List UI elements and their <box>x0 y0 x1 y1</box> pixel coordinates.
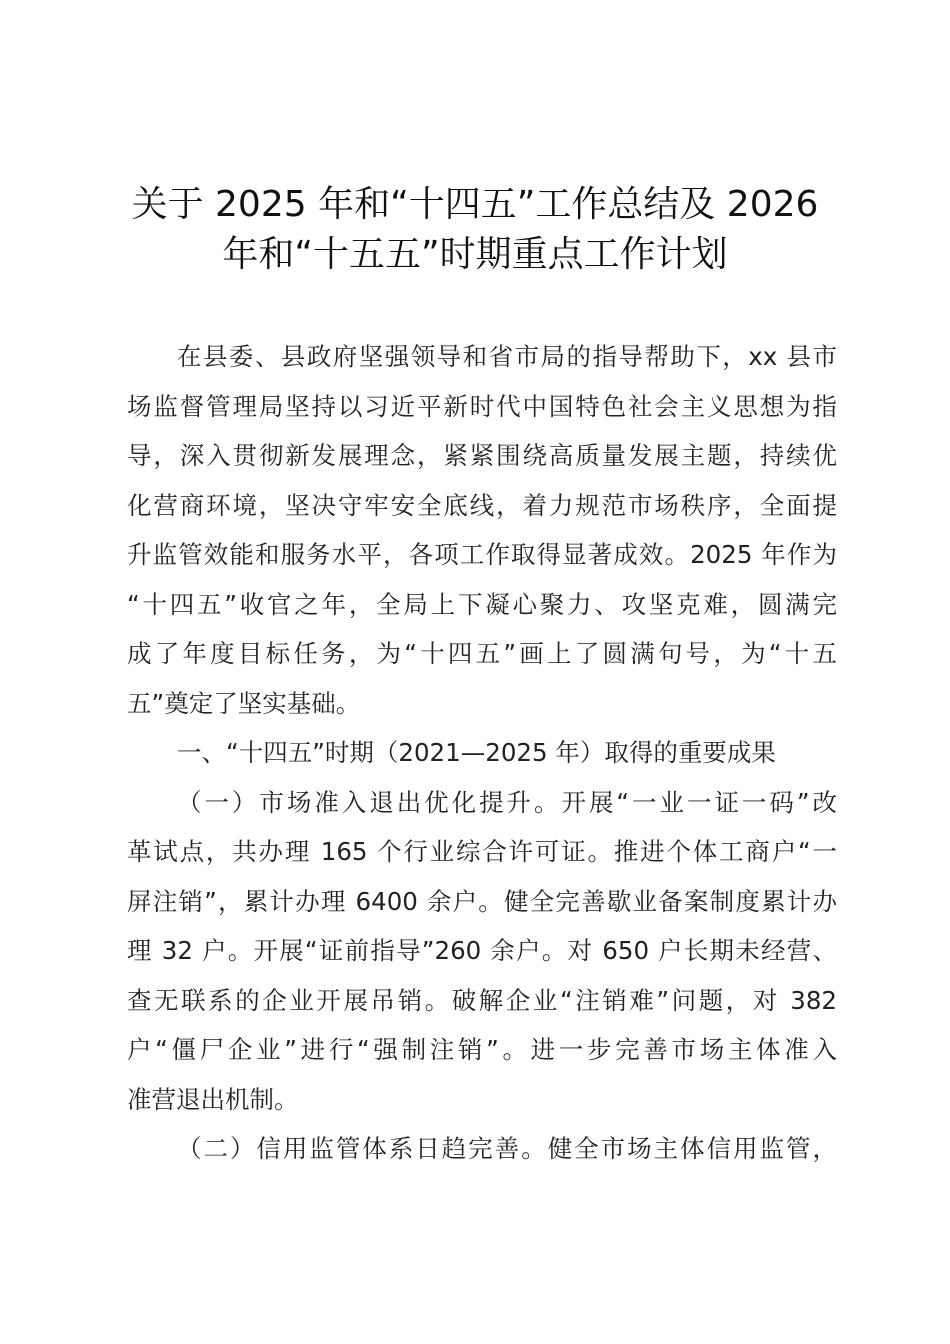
paragraph-line: 户“僵尸企业”进行“强制注销”。进一步完善市场主体准入 <box>127 1035 837 1064</box>
paragraph-line: 成了年度目标任务，为“十四五”画上了圆满句号，为“十五 <box>127 639 837 668</box>
paragraph-line: 理 32 户。开展“证前指导”260 余户。对 650 户长期未经营、 <box>127 936 837 965</box>
paragraph-line: 查无联系的企业开展吊销。破解企业“注销难”问题，对 382 <box>127 985 837 1015</box>
paragraph-line: 导，深入贯彻新发展理念，紧紧围绕高质量发展主题，持续优 <box>127 441 837 470</box>
subsection-1-paragraph <box>127 778 837 1125</box>
paragraph-line: 在县委、县政府坚强领导和省市局的指导帮助下，xx 县市 <box>177 342 837 371</box>
subsection-2-paragraph <box>127 1124 837 1174</box>
paragraph-line: 革试点，共办理 165 个行业综合许可证。推进个体工商户“一 <box>127 837 837 866</box>
document-body <box>127 332 837 1174</box>
title-line-1: 关于 2025 年和“十四五”工作总结及 2026 <box>131 184 819 225</box>
paragraph-line: 五”奠定了坚实基础。 <box>127 688 361 718</box>
document-title <box>100 180 850 280</box>
paragraph-line: （一）市场准入退出优化提升。开展“一业一证一码”改 <box>177 787 837 817</box>
paragraph-line: 准营退出机制。 <box>127 1084 299 1114</box>
paragraph-line: 屏注销”，累计办理 6400 余户。健全完善歇业备案制度累计办 <box>127 886 837 916</box>
paragraph-line: 升监管效能和服务水平，各项工作取得显著成效。2025 年作为 <box>127 540 837 569</box>
paragraph-line: “十四五”收官之年，全局上下凝心聚力、攻坚克难，圆满完 <box>127 589 837 619</box>
title-line-2: 年和“十五五”时期重点工作计划 <box>222 234 728 275</box>
paragraph-line: 化营商环境，坚决守牢安全底线，着力规范市场秩序，全面提 <box>127 490 837 520</box>
paragraph-line: （二）信用监管体系日趋完善。健全市场主体信用监管， <box>177 1134 837 1163</box>
section-heading-1: 一、“十四五”时期（2021—2025 年）取得的重要成果 <box>177 738 776 767</box>
intro-paragraph <box>127 332 837 728</box>
paragraph-line: 场监督管理局坚持以习近平新时代中国特色社会主义思想为指 <box>127 391 837 421</box>
